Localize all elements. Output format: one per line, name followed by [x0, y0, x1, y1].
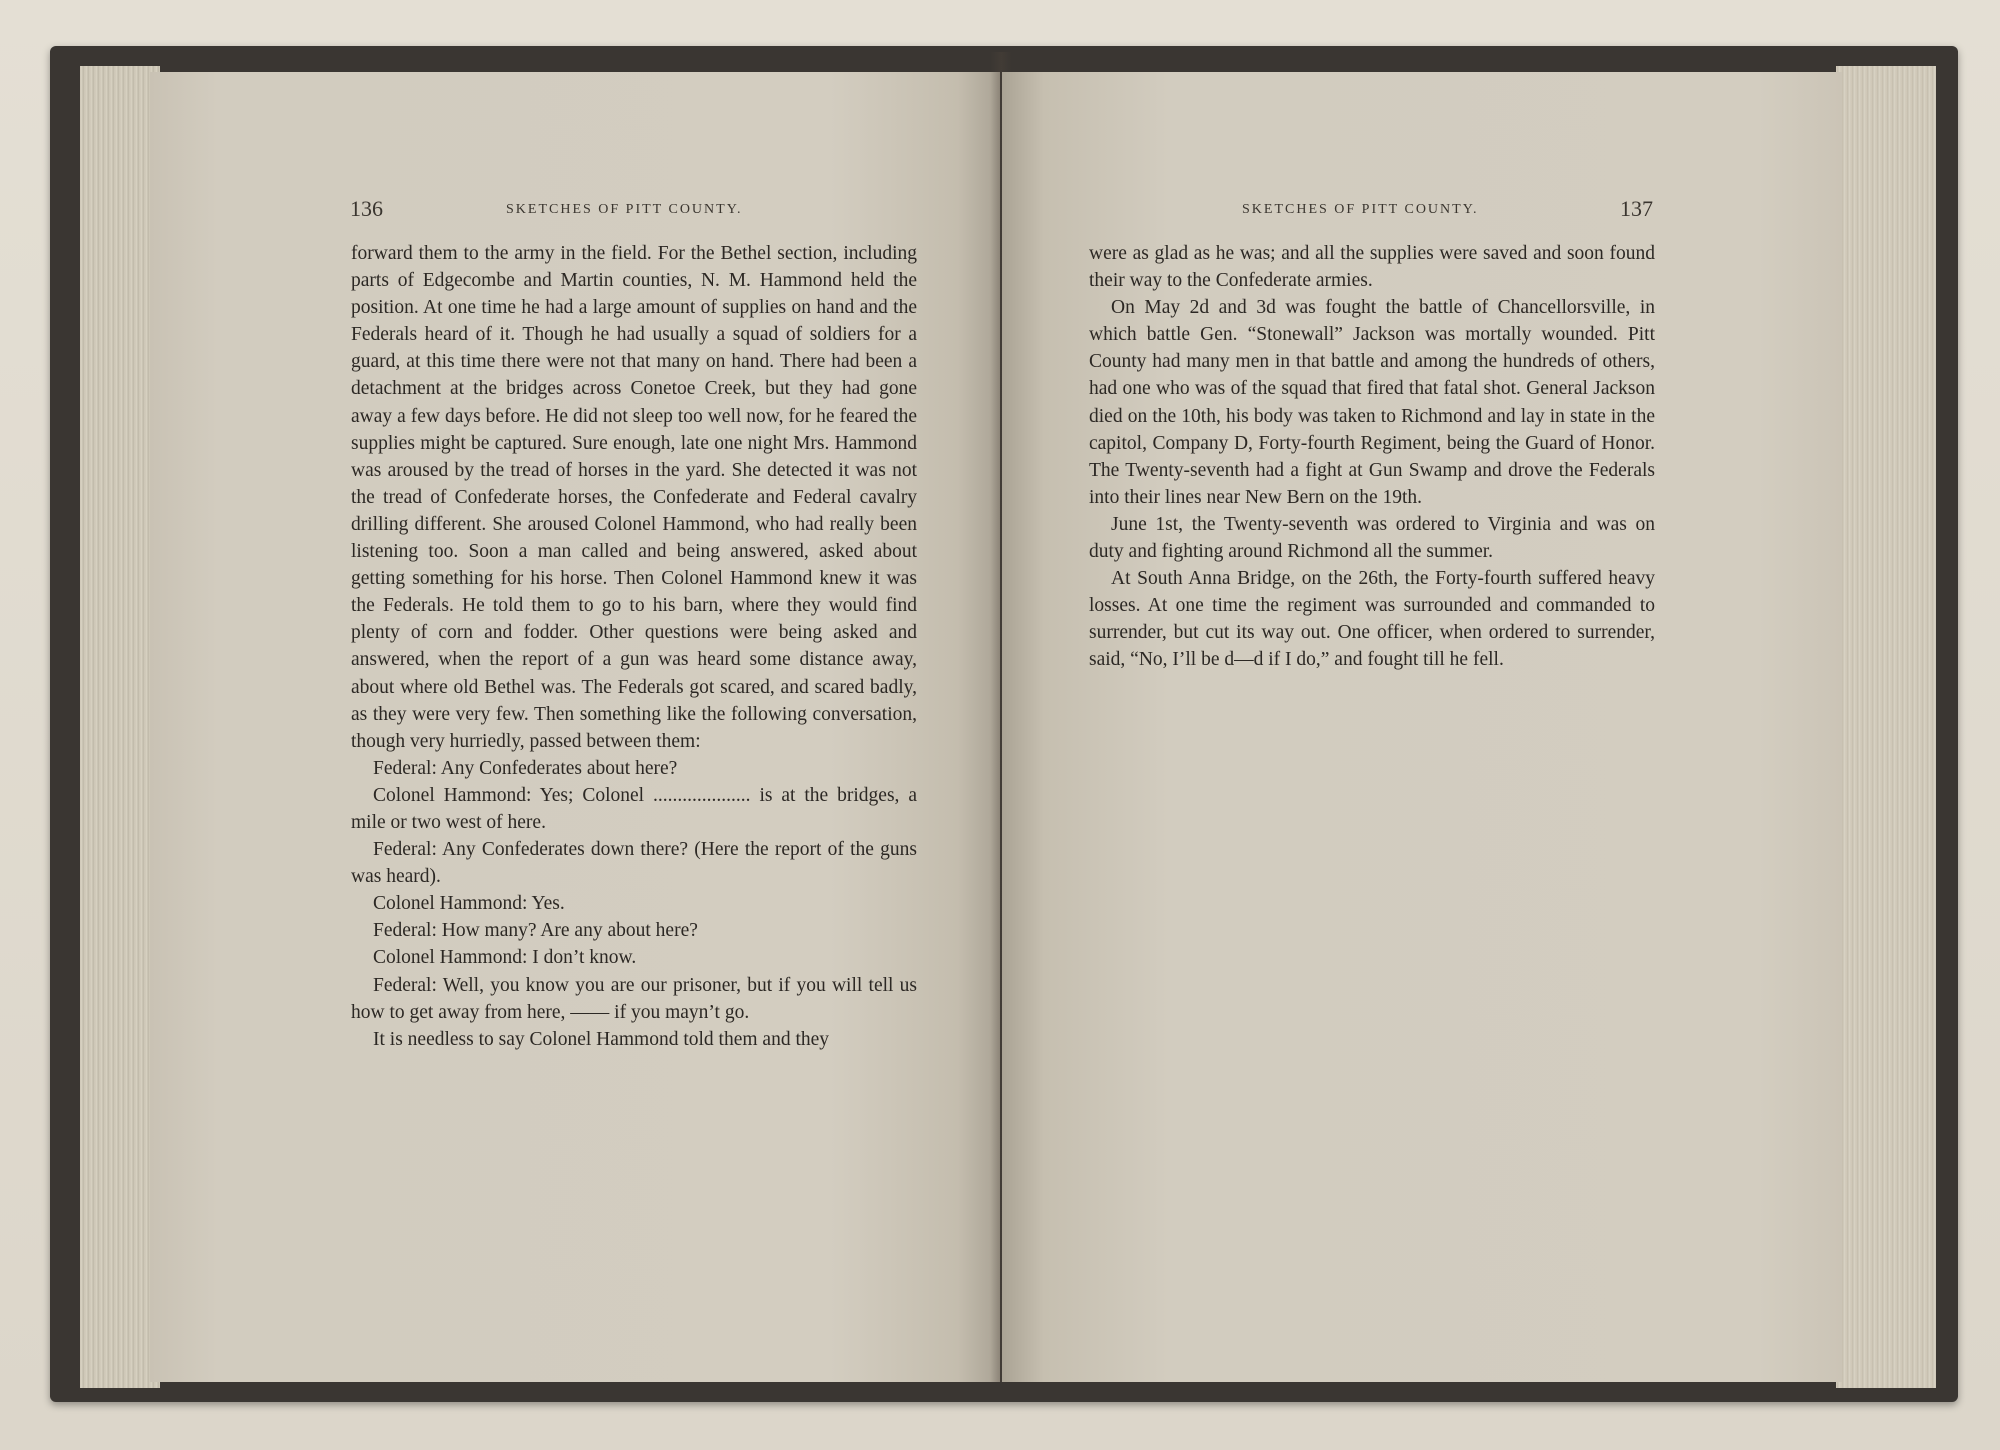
dialog-line: Federal: Any Confederates about here? [373, 757, 678, 779]
dialog-line: Federal: Any Confederates down there? (Here the report of the guns was heard). [351, 839, 917, 888]
left-page [150, 72, 1000, 1382]
page-edges-left [80, 66, 160, 1388]
dialog-line: Colonel Hammond: I don’t know. [373, 947, 637, 969]
dialog-line: Colonel Hammond: Yes. [373, 893, 565, 915]
paragraph: At South Anna Bridge, on the 26th, the Forty-fourth suffered heavy losses. At one time the regiment was surrounded and commanded to surrender, but cut its way out. One officer, when ordered to surrender, said, “No, I’ll be d—d if I do,” and fought till he fell. [1089, 568, 1655, 671]
left-page-body [351, 240, 917, 1053]
paragraph: It is needless to say Colonel Hammond told them and they [373, 1028, 830, 1050]
dialog-line: Federal: Well, you know you are our prisoner, but if you will tell us how to get away from here, —— if you mayn’t go. [351, 974, 917, 1023]
dialog-line: Federal: How many? Are any about here? [373, 920, 698, 942]
paragraph: forward them to the army in the field. For the Bethel section, including parts of Edgecombe and Martin counties, N. M. Hammond held the position. At one time he had a large amount of supplies on hand and the Federals heard of it. Though he had usually a squad of soldiers for a guard, at this time there were not that many on hand. There had been a detachment at the bridges across Conetoe Creek, but they had gone away a few days before. He did not sleep too well now, for he feared the supplies might be captured. Sure enough, late one night Mrs. Hammond was aroused by the tread of horses in the yard. She detected it was not the tread of Confederate horses, the Confederate and Federal cavalry drilling different. She aroused Colonel Hammond, who had really been listening too. Soon a man called and being answered, asked about getting something for his horse. Then Colonel Hammond knew it was the Federals. He told them to go to his barn, where they would find plenty of corn and fodder. Other questions were being asked and answered, when the report of a gun was heard some distance away, about where old Bethel was. The Federals got scared, and scared badly, as they were very few. Then something like the following conversation, though very hurriedly, passed between them: [351, 243, 917, 752]
right-page-header [1002, 196, 1842, 226]
dialog-line: Colonel Hammond: Yes; Colonel .................... is at the bridges, a mile or two west of here. [351, 784, 917, 833]
paragraph: On May 2d and 3d was fought the battle of Chancellorsville, in which battle Gen. “Stonewall” Jackson was mortally wounded. Pitt County had many men in that battle and among the hundreds of others, had one who was of the squad that fired that fatal shot. General Jackson died on the 10th, his body was taken to Richmond and lay in state in the capitol, Company D, Forty-fourth Regiment, being the Guard of Honor. The Twenty-seventh had a fight at Gun Swamp and drove the Federals into their lines near New Bern on the 19th. [1089, 297, 1655, 508]
running-head: SKETCHES OF PITT COUNTY. [506, 202, 743, 217]
page-edges-right [1836, 66, 1936, 1388]
page-number: 136 [350, 196, 383, 221]
paragraph: June 1st, the Twenty-seventh was ordered to Virginia and was on duty and fighting around Richmond all the summer. [1089, 513, 1655, 563]
right-page [1002, 72, 1842, 1382]
running-head: SKETCHES OF PITT COUNTY. [1242, 202, 1479, 217]
right-page-body [1089, 240, 1655, 674]
left-page-header [150, 196, 1000, 226]
page-number: 137 [1620, 196, 1653, 221]
paragraph: were as glad as he was; and all the supplies were saved and soon found their way to the Confederate armies. [1089, 243, 1655, 292]
